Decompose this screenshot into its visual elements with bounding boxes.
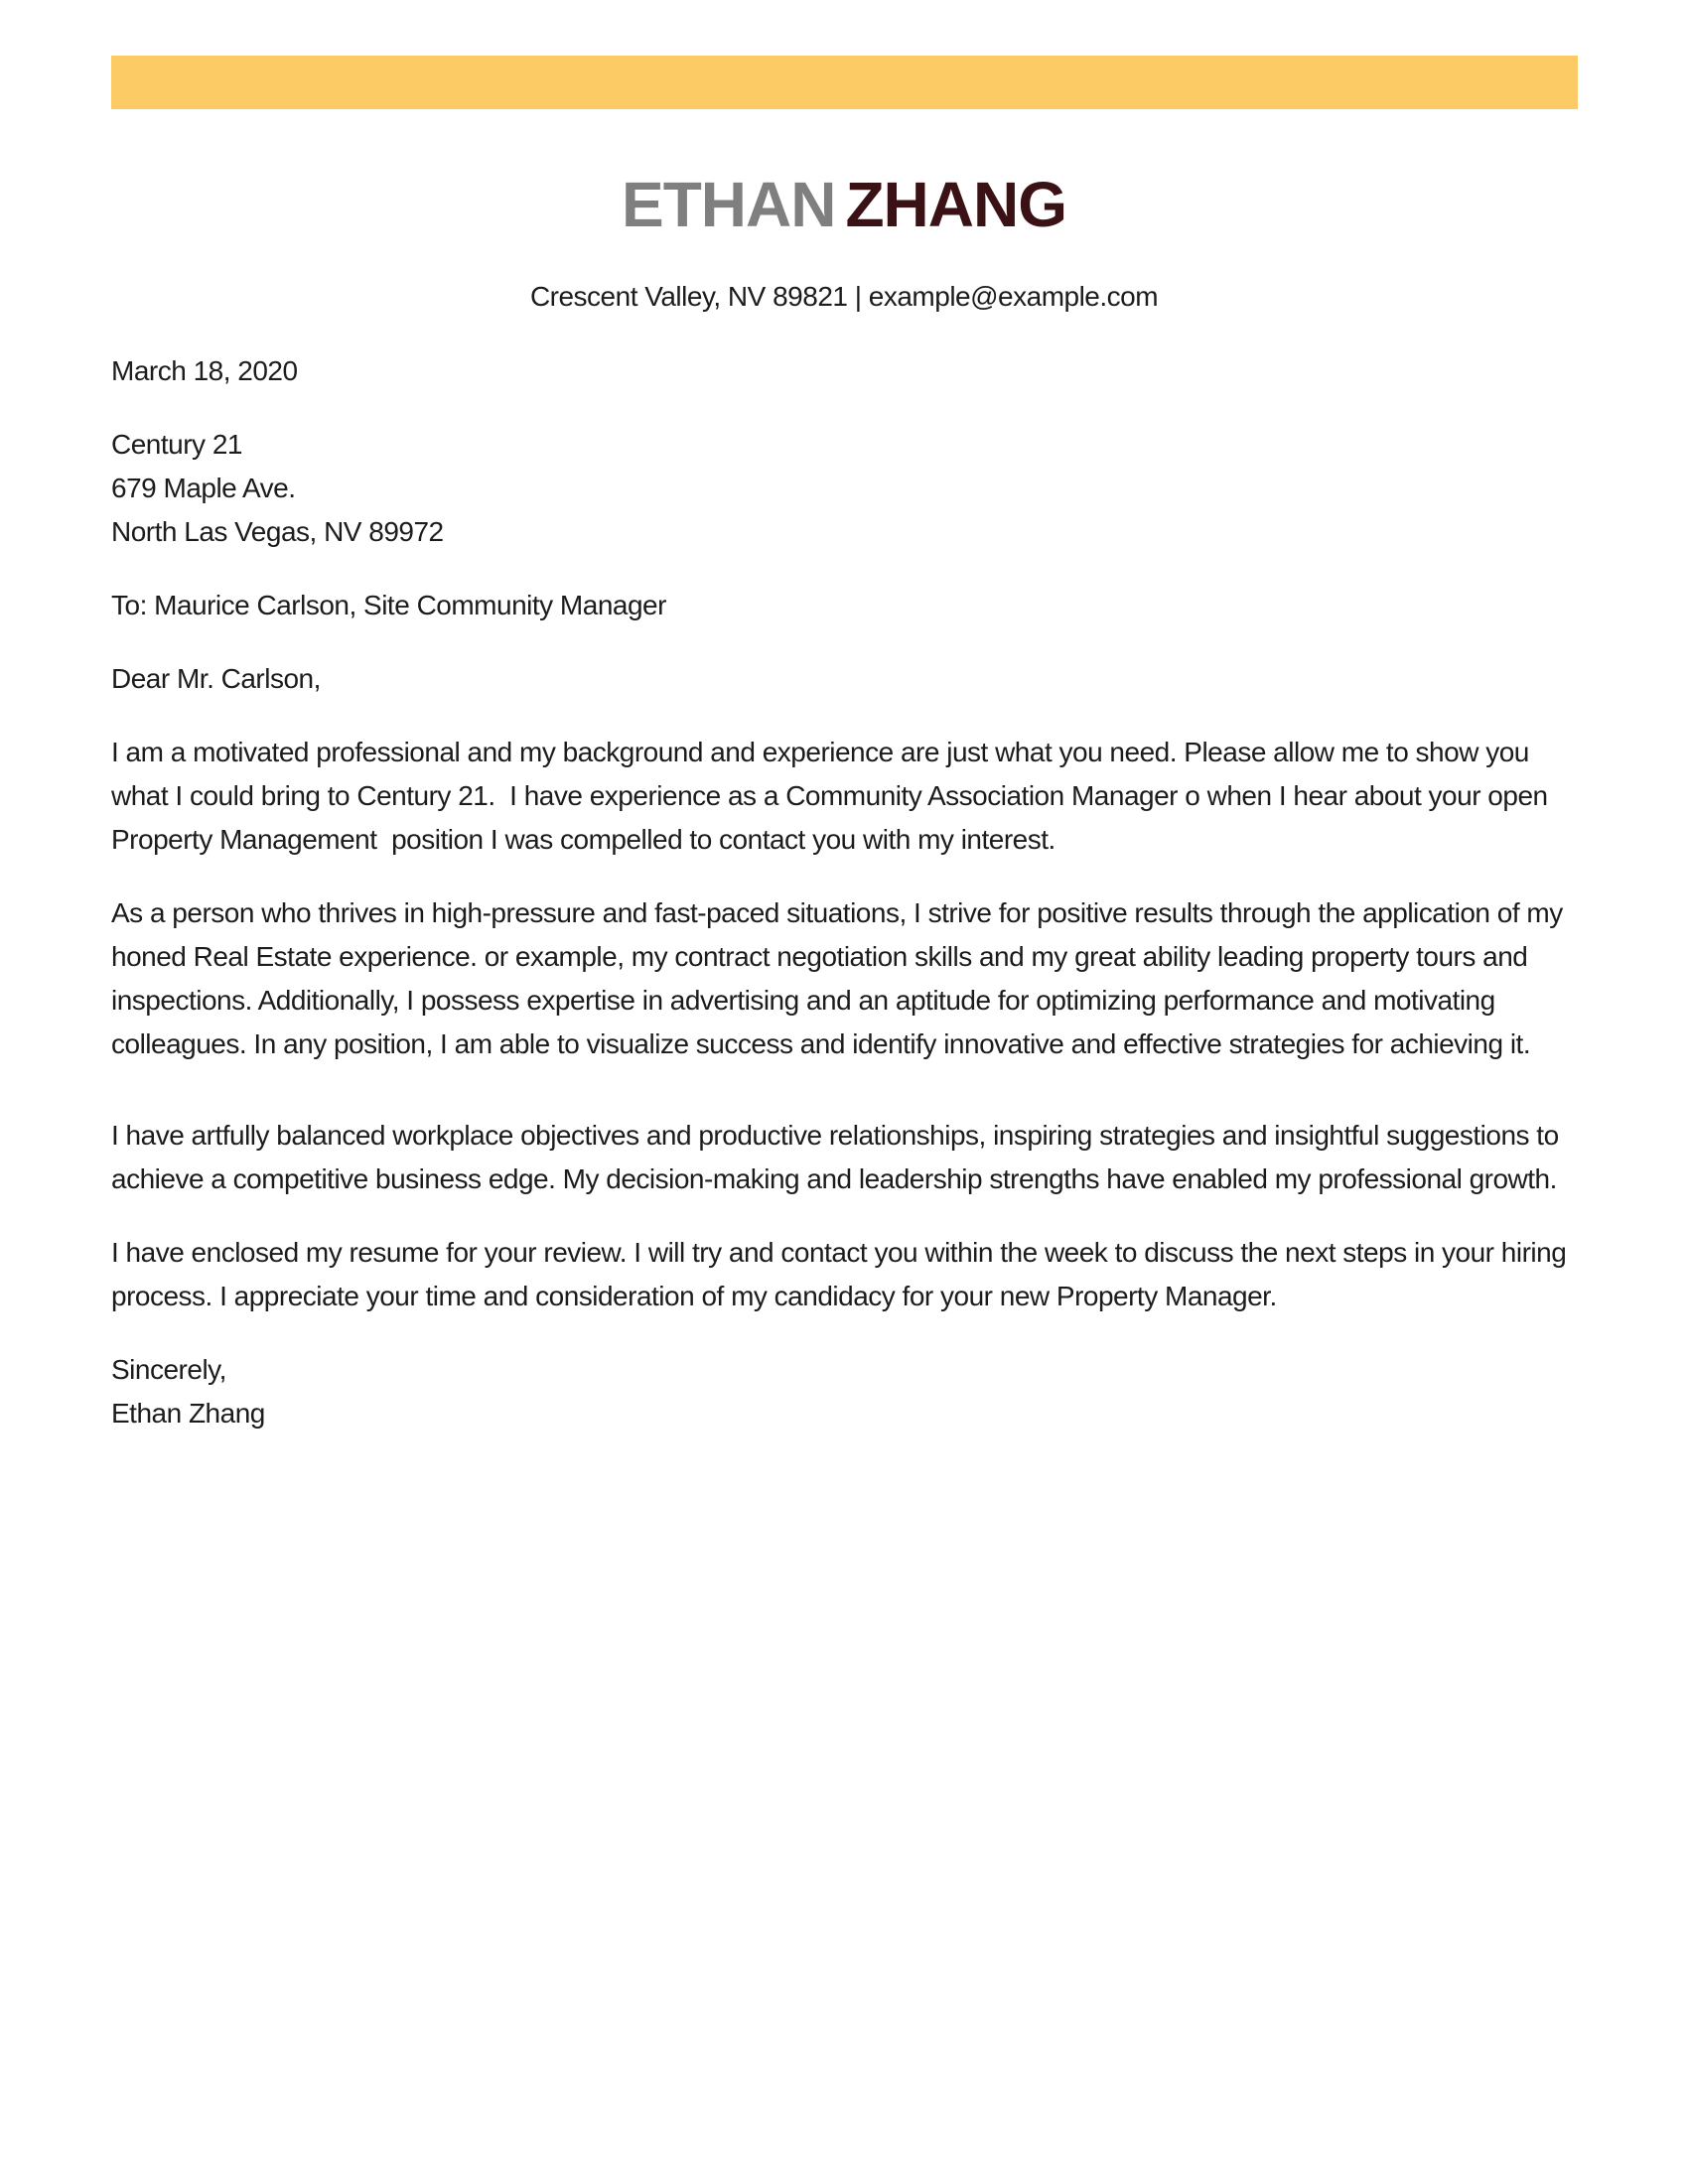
candidate-first-name: ETHAN <box>622 169 836 240</box>
body-paragraph-4: I have enclosed my resume for your review. I will try and contact you within the week to discuss the next steps in your hiring process. I appreciate your time and consideration of my candidacy for your new Property Manager. <box>111 1237 1574 1311</box>
body-paragraph-1: I am a motivated professional and my background and experience are just what you need. Please allow me to show you what I could bring to Century 21. I have experience as a Community Association Manager o when I hear about your open Property Management position I was compelled to contact you with my interest. <box>111 737 1555 855</box>
recipient-city-state-zip: North Las Vegas, NV 89972 <box>111 516 444 547</box>
signature-name: Ethan Zhang <box>111 1398 265 1429</box>
body-paragraph-3: I have artfully balanced workplace objectives and productive relationships, inspiring strategies and insightful suggestions to achieve a competitive business edge. My decision-making and leadership strengths have enabled my professional growth. <box>111 1120 1566 1194</box>
recipient-address-block <box>111 423 1579 554</box>
salutation: Dear Mr. Carlson, <box>111 663 321 694</box>
recipient-company: Century 21 <box>111 429 242 460</box>
body-paragraph-2: As a person who thrives in high-pressure and fast-paced situations, I strive for positive results through the application of my honed Real Estate experience. or example, my contract negotiation skills and my great ability leading property tours and inspections. Additionally, I possess expertise in advertising and an aptitude for optimizing performance and motivating colleagues. In any position, I am able to visualize success and identify innovative and effective strategies for achieving it. <box>111 897 1571 1059</box>
closing: Sincerely, <box>111 1354 226 1385</box>
recipient-street: 679 Maple Ave. <box>111 473 296 503</box>
candidate-last-name: ZHANG <box>845 169 1066 240</box>
letter-date: March 18, 2020 <box>111 355 298 386</box>
to-line: To: Maurice Carlson, Site Community Manager <box>111 590 666 620</box>
accent-bar <box>111 56 1578 109</box>
letter-body <box>111 349 1579 1435</box>
page-title <box>0 169 1688 240</box>
contact-info-line: Crescent Valley, NV 89821 | example@example.com <box>529 281 1159 312</box>
closing-block <box>111 1348 1579 1435</box>
